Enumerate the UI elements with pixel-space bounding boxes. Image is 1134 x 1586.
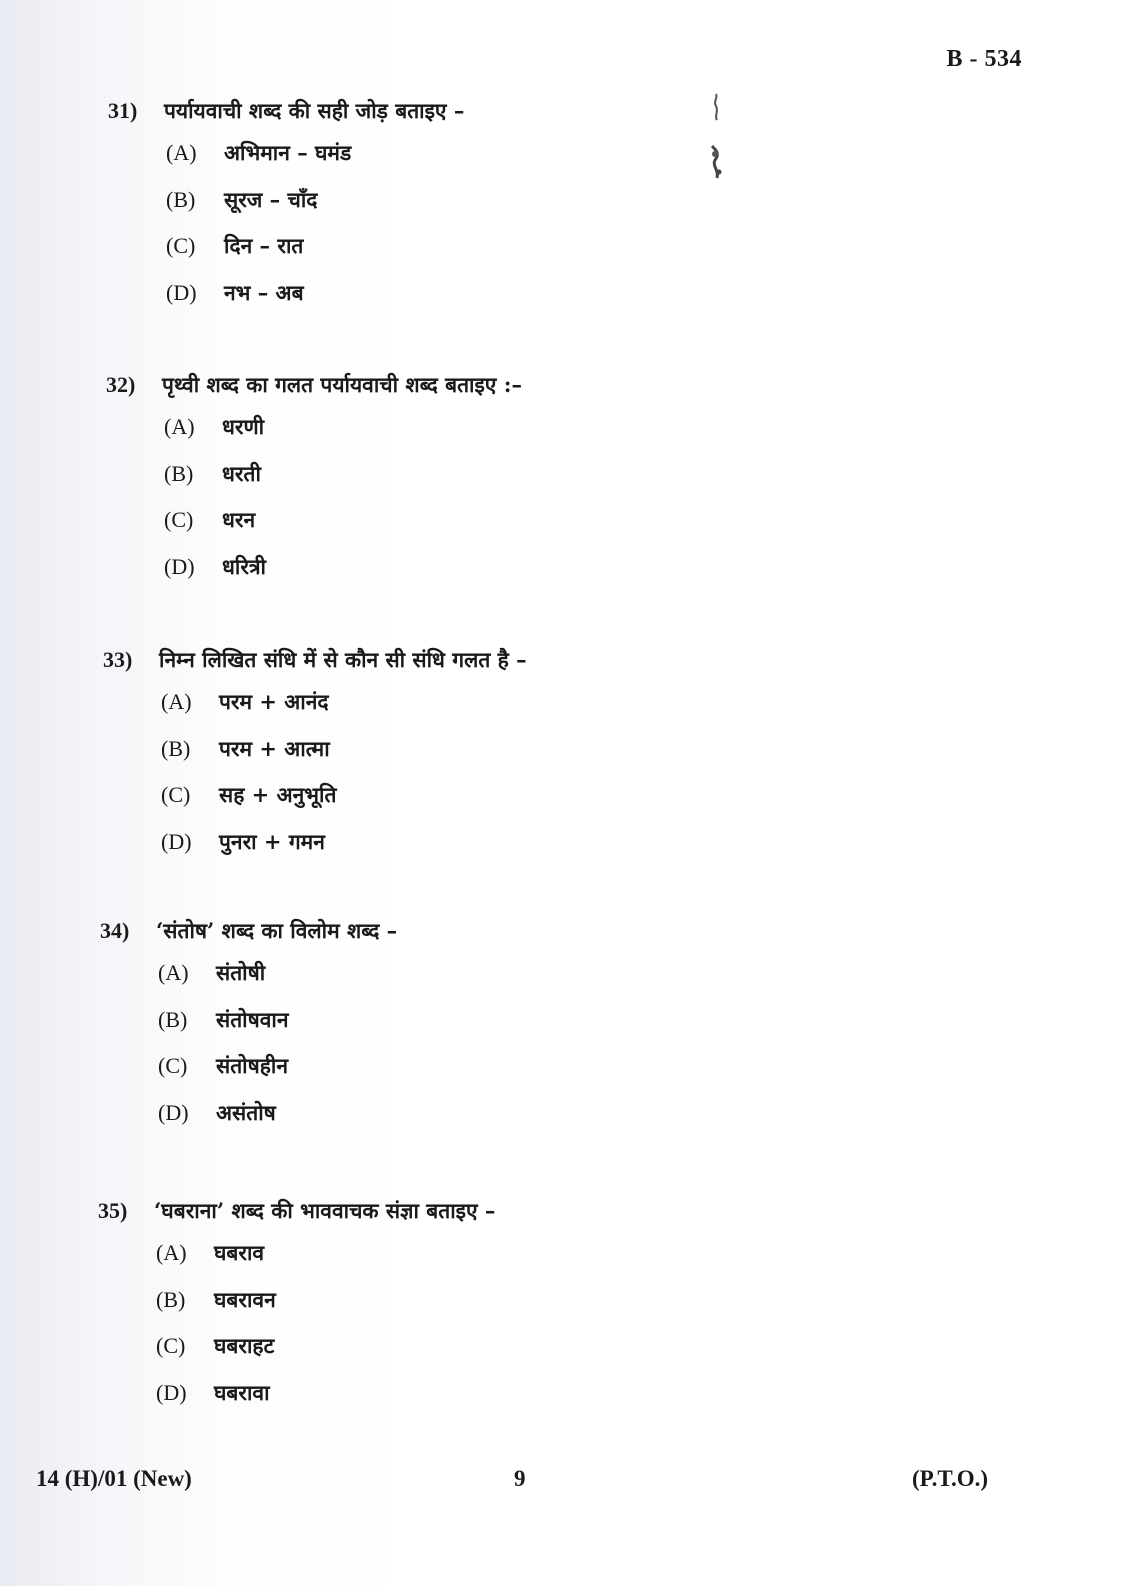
question-number: 34) [100,918,130,943]
option-letter: (B) [164,460,194,486]
option-a [166,138,868,185]
option-c [166,231,868,278]
option-letter: (D) [161,828,192,854]
option-b [161,734,863,781]
question-text: ‘संतोष’ शब्द का विलोम शब्द – [156,918,398,943]
option-letter: (D) [156,1379,187,1405]
option-letter: (D) [164,553,195,579]
option-b [166,185,868,232]
option-letter: (B) [166,186,196,212]
option-letter: (A) [156,1240,187,1265]
option-text: अभिमान – घमंड [224,140,352,165]
option-list [158,958,860,1144]
option-text: संतोषी [216,960,266,985]
question-text: ‘घबराना’ शब्द की भाववाचक संज्ञा बताइए – [154,1198,496,1223]
option-a [158,958,860,1005]
option-letter: (D) [158,1099,189,1125]
option-text: संतोषहीन [216,1053,288,1078]
option-letter: (B) [161,735,191,761]
option-letter: (C) [166,233,196,258]
option-d [161,827,863,874]
option-text: धरित्री [222,553,266,579]
question-35 [98,1196,858,1424]
footer-paper-code: 14 (H)/01 (New) [36,1466,192,1491]
option-a [164,412,866,459]
question-text: निम्न लिखित संधि में से कौन सी संधि गलत है – [159,647,527,672]
question-number: 32) [106,372,136,397]
option-letter: (B) [158,1006,188,1032]
option-text: पुनरा + गमन [219,828,325,854]
option-c [161,780,863,827]
paper-series-code: B - 534 [946,46,1022,72]
option-text: घबरावन [214,1286,276,1312]
question-number: 31) [108,98,138,123]
option-c [164,505,866,552]
option-letter: (A) [166,140,197,165]
question-stem [106,370,866,400]
question-stem [100,916,860,946]
option-c [156,1331,858,1378]
footer-page-number: 9 [514,1466,526,1491]
option-text: धरती [222,460,261,486]
option-letter: (A) [161,689,192,714]
option-d [164,552,866,599]
option-text: घबराव [214,1240,265,1265]
option-text: परम + आत्मा [219,735,330,761]
question-33 [103,645,863,873]
option-letter: (C) [158,1053,188,1078]
question-31 [108,96,868,324]
footer-pto: (P.T.O.) [912,1466,989,1491]
option-text: घबराहट [214,1333,275,1358]
option-a [156,1238,858,1285]
question-stem [103,645,863,675]
option-text: दिन – रात [224,233,304,258]
option-b [164,459,866,506]
option-text: असंतोष [216,1099,276,1125]
option-text: धरन [222,507,256,532]
option-text: सूरज – चाँद [224,186,318,212]
option-b [156,1285,858,1332]
option-text: संतोषवान [216,1006,289,1032]
option-text: परम + आनंद [219,689,329,714]
option-text: नभ – अब [224,279,304,305]
option-list [156,1238,858,1424]
option-b [158,1005,860,1052]
question-32 [106,370,866,598]
option-letter: (A) [164,414,195,439]
option-letter: (A) [158,960,189,985]
option-d [158,1098,860,1145]
option-text: धरणी [222,414,265,439]
option-letter: (D) [166,279,197,305]
option-text: घबरावा [214,1379,270,1405]
question-stem [98,1196,858,1226]
option-d [156,1378,858,1425]
option-letter: (C) [156,1333,186,1358]
question-34 [100,916,860,1144]
option-list [166,138,868,324]
option-d [166,278,868,325]
option-list [161,687,863,873]
option-list [164,412,866,598]
option-letter: (C) [164,507,194,532]
question-text: पृथ्वी शब्द का गलत पर्यायवाची शब्द बताइए :– [162,372,522,397]
question-number: 35) [98,1198,128,1223]
option-letter: (B) [156,1286,186,1312]
question-stem [108,96,868,126]
question-text: पर्यायवाची शब्द की सही जोड़ बताइए – [164,98,465,123]
option-a [161,687,863,734]
option-letter: (C) [161,782,191,807]
option-text: सह + अनुभूति [219,782,337,807]
option-c [158,1051,860,1098]
question-number: 33) [103,647,133,672]
